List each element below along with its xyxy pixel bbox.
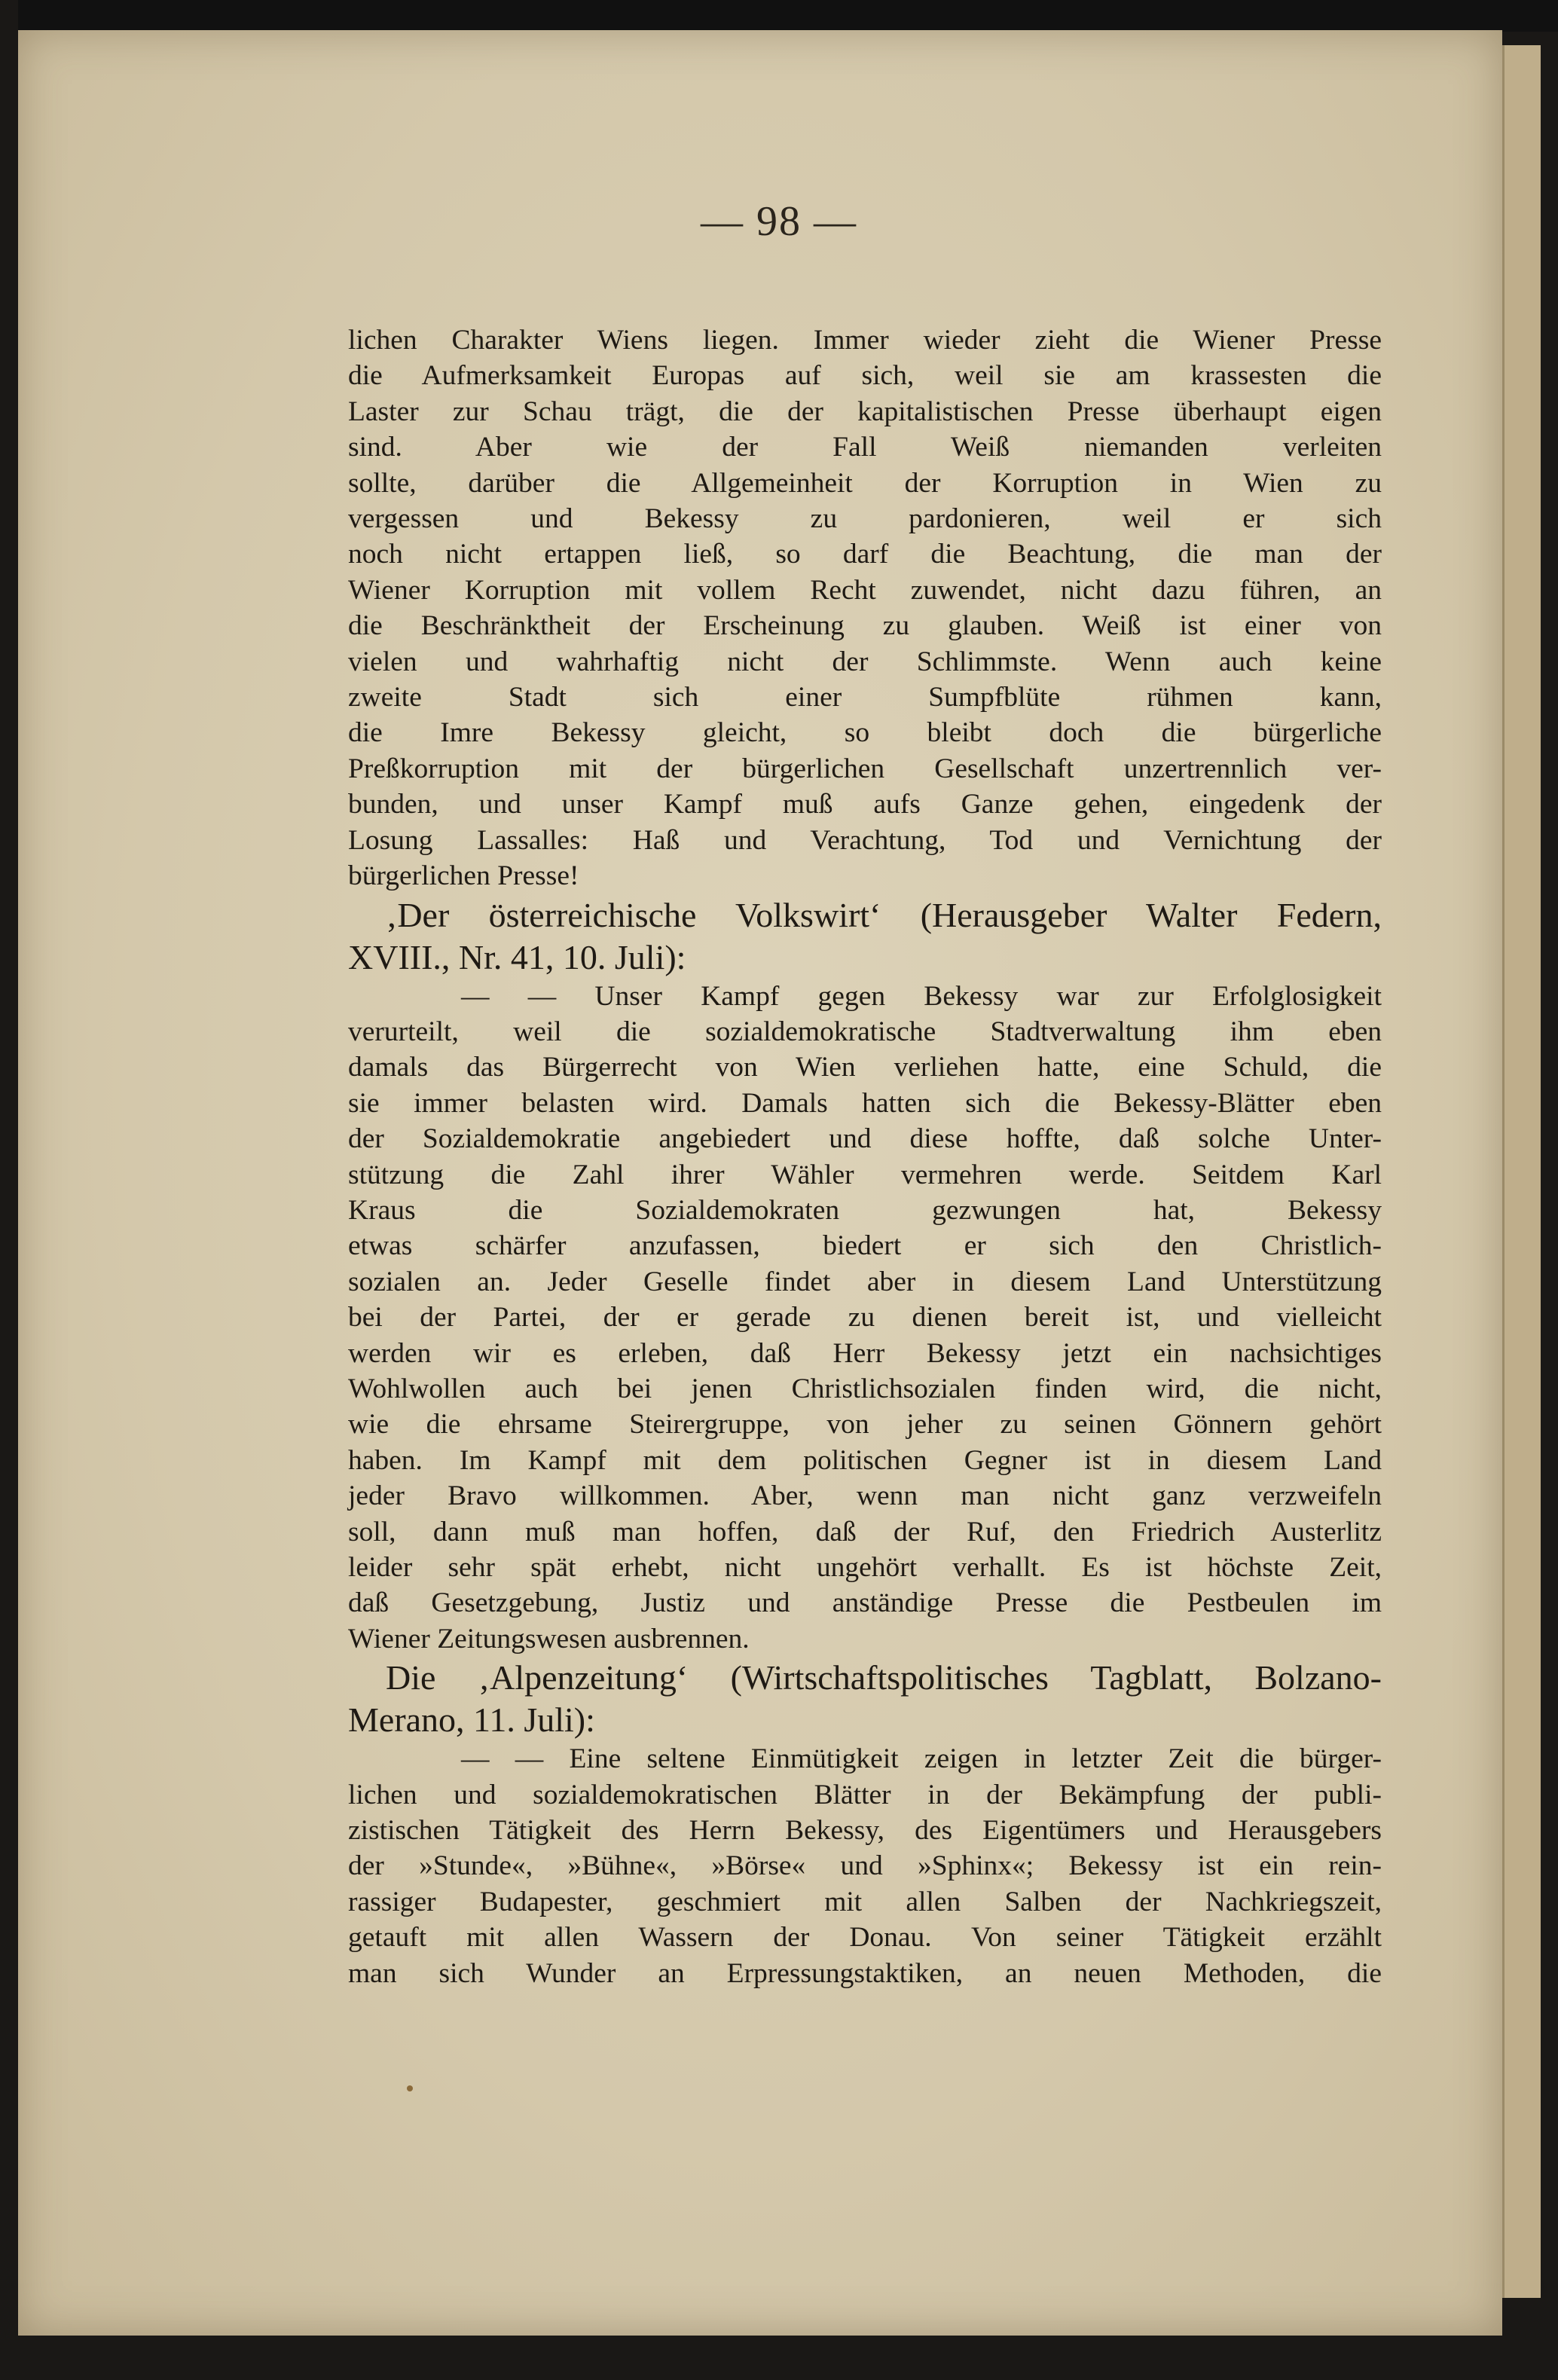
text-line: noch nicht ertappen ließ, so darf die Beachtung, die man der (348, 539, 1382, 570)
text-line: lichen und sozialdemokratischen Blätter in der Bekämpfung der publi- (348, 1779, 1382, 1810)
text-line: etwas schärfer anzufassen, biedert er sich den Christlich- (348, 1230, 1382, 1262)
paper-fleck (407, 2085, 413, 2091)
text-line: verurteilt, weil die sozialdemokratische Stadtverwaltung ihm eben (348, 1016, 1382, 1047)
heading-line: ‚Der österreichische Volkswirt‘ (Herausgeber Walter Federn, (386, 895, 1382, 934)
text-line: Wiener Zeitungswesen ausbrennen. (348, 1623, 750, 1654)
heading-line: XVIII., Nr. 41, 10. Juli): (348, 937, 686, 976)
text-line: der Sozialdemokratie angebiedert und diese hoffte, daß solche Unter- (348, 1123, 1382, 1155)
text-line: werden wir es erleben, daß Herr Bekessy jetzt ein nachsichtiges (348, 1337, 1382, 1369)
text-line: soll, dann muß man hoffen, daß der Ruf, den Friedrich Austerlitz (348, 1516, 1382, 1547)
page-body (348, 322, 1382, 1991)
heading-line: Merano, 11. Juli): (348, 1700, 595, 1740)
text-line: die Beschränktheit der Erscheinung zu glauben. Weiß ist einer von (348, 610, 1382, 642)
paragraph-1 (348, 322, 1382, 894)
text-line: vergessen und Bekessy zu pardonieren, weil er sich (348, 503, 1382, 535)
text-line: sozialen an. Jeder Geselle findet aber in diesem Land Unterstützung (348, 1266, 1382, 1297)
text-line: die Imre Bekessy gleicht, so bleibt doch die bürgerliche (348, 717, 1382, 749)
text-line: leider sehr spät erhebt, nicht ungehört verhallt. Es ist höchste Zeit, (348, 1552, 1382, 1583)
text-line: — — Eine seltene Einmütigkeit zeigen in letzter Zeit die bürger- (461, 1743, 1382, 1775)
page-edge (1502, 45, 1541, 2298)
text-line: der »Stunde«, »Bühne«, »Börse« und »Sphinx«; Bekessy ist ein rein- (348, 1850, 1382, 1882)
text-line: stützung die Zahl ihrer Wähler vermehren werde. Seitdem Karl (348, 1159, 1382, 1190)
text-line: rassiger Budapester, geschmiert mit allen Salben der Nachkriegszeit, (348, 1886, 1382, 1917)
text-line: damals das Bürgerrecht von Wien verliehen hatte, eine Schuld, die (348, 1052, 1382, 1083)
text-line: Wohlwollen auch bei jenen Christlichsozialen finden wird, die nicht, (348, 1373, 1382, 1404)
paragraph-3 (348, 1741, 1382, 1991)
text-line: jeder Bravo willkommen. Aber, wenn man nicht ganz verzweifeln (348, 1480, 1382, 1512)
text-line: Preßkorruption mit der bürgerlichen Gesellschaft unzertrennlich ver- (348, 753, 1382, 784)
text-line: sie immer belasten wird. Damals hatten sich die Bekessy-Blätter eben (348, 1087, 1382, 1119)
text-line: wie die ehrsame Steirergruppe, von jeher zu seinen Gönnern gehört (348, 1409, 1382, 1441)
text-line: Wiener Korruption mit vollem Recht zuwendet, nicht dazu führen, an (348, 574, 1382, 606)
scan-border (18, 0, 1558, 32)
text-line: sollte, darüber die Allgemeinheit der Korruption in Wien zu (348, 467, 1382, 499)
text-line: vielen und wahrhaftig nicht der Schlimmste. Wenn auch keine (348, 646, 1382, 677)
citation-heading-2 (348, 1657, 1382, 1741)
citation-heading-1 (348, 894, 1382, 979)
text-line: bei der Partei, der er gerade zu dienen bereit ist, und vielleicht (348, 1302, 1382, 1334)
text-line: bunden, und unser Kampf muß aufs Ganze gehen, eingedenk der (348, 789, 1382, 820)
paragraph-2 (348, 979, 1382, 1657)
text-line: getauft mit allen Wassern der Donau. Von seiner Tätigkeit erzählt (348, 1922, 1382, 1954)
text-line: — — Unser Kampf gegen Bekessy war zur Erfolglosigkeit (461, 980, 1382, 1012)
text-line: lichen Charakter Wiens liegen. Immer wieder zieht die Wiener Presse (348, 325, 1382, 356)
text-line: man sich Wunder an Erpressungstaktiken, an neuen Methoden, die (348, 1957, 1382, 1989)
text-line: sind. Aber wie der Fall Weiß niemanden verleiten (348, 432, 1382, 463)
text-line: daß Gesetzgebung, Justiz und anständige Presse die Pestbeulen im (348, 1587, 1382, 1619)
heading-line: Die ‚Alpenzeitung‘ (Wirtschaftspolitisches Tagblatt, Bolzano- (386, 1658, 1382, 1697)
text-line: Losung Lassalles: Haß und Verachtung, Tod und Vernichtung der (348, 824, 1382, 856)
page-number: — 98 — (701, 198, 857, 245)
text-line: zistischen Tätigkeit des Herrn Bekessy, des Eigentümers und Herausgebers (348, 1815, 1382, 1847)
text-line: die Aufmerksamkeit Europas auf sich, weil sie am krassesten die (348, 360, 1382, 392)
text-line: haben. Im Kampf mit dem politischen Gegner ist in diesem Land (348, 1444, 1382, 1476)
text-line: Kraus die Sozialdemokraten gezwungen hat, Bekessy (348, 1194, 1382, 1226)
text-line: bürgerlichen Presse! (348, 860, 579, 892)
text-line: zweite Stadt sich einer Sumpfblüte rühmen kann, (348, 682, 1382, 713)
text-line: Laster zur Schau trägt, die der kapitalistischen Presse überhaupt eigen (348, 396, 1382, 427)
